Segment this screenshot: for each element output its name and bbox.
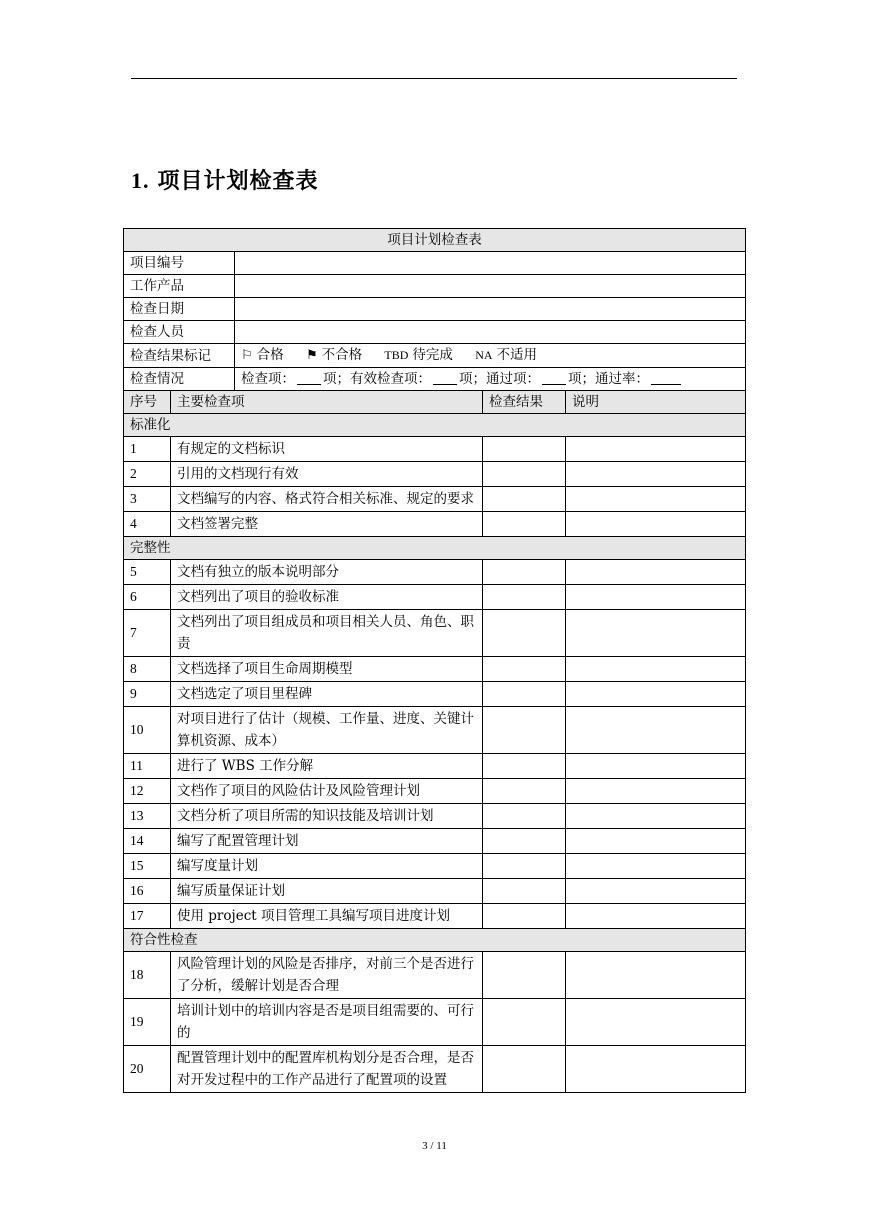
item-number: 20 — [124, 1046, 171, 1093]
check-item: 文档有独立的版本说明部分 — [171, 560, 483, 585]
result-legend-row — [124, 344, 746, 368]
check-item: 引用的文档现行有效 — [171, 462, 483, 487]
info-label: 项目编号 — [124, 252, 235, 275]
column-header: 说明 — [566, 391, 746, 414]
note-cell[interactable] — [566, 560, 746, 585]
group-header-row — [124, 414, 746, 437]
table-row — [124, 585, 746, 610]
table-row — [124, 512, 746, 537]
check-item: 风险管理计划的风险是否排序，对前三个是否进行了分析，缓解计划是否合理 — [171, 952, 483, 999]
check-item: 文档选择了项目生命周期模型 — [171, 657, 483, 682]
item-number: 6 — [124, 585, 171, 610]
check-result-cell[interactable] — [483, 437, 566, 462]
check-result-cell[interactable] — [483, 585, 566, 610]
legend-tbd-symbol: TBD — [384, 348, 409, 362]
note-cell[interactable] — [566, 437, 746, 462]
note-cell[interactable] — [566, 879, 746, 904]
table-row — [124, 682, 746, 707]
check-result-cell[interactable] — [483, 682, 566, 707]
note-cell[interactable] — [566, 487, 746, 512]
result-legend — [235, 344, 746, 368]
item-number: 15 — [124, 854, 171, 879]
table-row — [124, 904, 746, 929]
note-cell[interactable] — [566, 682, 746, 707]
check-item: 文档选定了项目里程碑 — [171, 682, 483, 707]
check-item: 对项目进行了估计（规模、工作量、进度、关键计算机资源、成本） — [171, 707, 483, 754]
check-result-cell[interactable] — [483, 854, 566, 879]
note-cell[interactable] — [566, 999, 746, 1046]
group-name: 符合性检查 — [124, 929, 746, 952]
item-number: 3 — [124, 487, 171, 512]
check-item: 进行了 WBS 工作分解 — [171, 754, 483, 779]
legend-tbd — [384, 347, 453, 363]
section-title: 项目计划检查表 — [157, 168, 319, 194]
item-number: 19 — [124, 999, 171, 1046]
check-result-cell[interactable] — [483, 804, 566, 829]
item-number: 13 — [124, 804, 171, 829]
info-row-checker — [124, 321, 746, 344]
info-value[interactable] — [235, 252, 746, 275]
status-row — [124, 368, 746, 391]
item-number: 11 — [124, 754, 171, 779]
info-value[interactable] — [235, 298, 746, 321]
table-row — [124, 1046, 746, 1093]
legend-na-symbol: NA — [475, 348, 493, 362]
header-rule — [131, 78, 737, 79]
info-label: 工作产品 — [124, 275, 235, 298]
item-number: 4 — [124, 512, 171, 537]
table-row — [124, 779, 746, 804]
check-result-cell[interactable] — [483, 754, 566, 779]
item-number: 18 — [124, 952, 171, 999]
legend-tbd-text: 待完成 — [412, 347, 453, 363]
check-result-cell[interactable] — [483, 829, 566, 854]
check-item: 编写质量保证计划 — [171, 879, 483, 904]
item-number: 10 — [124, 707, 171, 754]
note-cell[interactable] — [566, 462, 746, 487]
check-result-cell[interactable] — [483, 779, 566, 804]
item-number: 1 — [124, 437, 171, 462]
note-cell[interactable] — [566, 1046, 746, 1093]
column-header: 序号 — [124, 391, 171, 414]
info-row-check-date — [124, 298, 746, 321]
info-value[interactable] — [235, 275, 746, 298]
check-result-cell[interactable] — [483, 952, 566, 999]
note-cell[interactable] — [566, 779, 746, 804]
table-row — [124, 657, 746, 682]
table-row — [124, 754, 746, 779]
legend-pass — [241, 347, 284, 363]
check-item: 有规定的文档标识 — [171, 437, 483, 462]
table-row — [124, 707, 746, 754]
status-text: 项；通过率： — [568, 371, 649, 387]
note-cell[interactable] — [566, 804, 746, 829]
check-result-cell[interactable] — [483, 879, 566, 904]
check-item: 文档列出了项目组成员和项目相关人员、角色、职责 — [171, 610, 483, 657]
status-text: 项；有效检查项： — [323, 371, 431, 387]
check-result-cell[interactable] — [483, 657, 566, 682]
legend-na — [475, 347, 537, 363]
item-number: 12 — [124, 779, 171, 804]
table-row — [124, 560, 746, 585]
legend-pass-text: 合格 — [256, 347, 284, 363]
note-cell[interactable] — [566, 952, 746, 999]
info-row-work-product — [124, 275, 746, 298]
legend-na-text: 不适用 — [496, 347, 538, 363]
check-item: 文档编写的内容、格式符合相关标准、规定的要求 — [171, 487, 483, 512]
check-item: 编写了配置管理计划 — [171, 829, 483, 854]
check-result-cell[interactable] — [483, 462, 566, 487]
blank-field[interactable] — [542, 370, 566, 385]
group-header-row — [124, 929, 746, 952]
table-title-row — [124, 229, 746, 252]
item-number: 2 — [124, 462, 171, 487]
table-title: 项目计划检查表 — [124, 229, 746, 252]
hollow-flag-icon: ⚑ — [305, 348, 318, 363]
check-result-cell[interactable] — [483, 560, 566, 585]
table-row — [124, 462, 746, 487]
column-header: 检查结果 — [483, 391, 566, 414]
check-result-cell[interactable] — [483, 610, 566, 657]
check-item: 文档列出了项目的验收标准 — [171, 585, 483, 610]
table-row — [124, 999, 746, 1046]
status-text: 检查项： — [241, 371, 295, 387]
item-number: 16 — [124, 879, 171, 904]
blank-field[interactable] — [651, 370, 681, 385]
item-number: 7 — [124, 610, 171, 657]
check-item: 文档分析了项目所需的知识技能及培训计划 — [171, 804, 483, 829]
info-label: 检查日期 — [124, 298, 235, 321]
page-number: 3 / 11 — [422, 1140, 447, 1152]
info-label: 检查人员 — [124, 321, 235, 344]
check-item: 编写度量计划 — [171, 854, 483, 879]
table-row — [124, 487, 746, 512]
table-row — [124, 829, 746, 854]
note-cell[interactable] — [566, 854, 746, 879]
table-row — [124, 804, 746, 829]
info-value[interactable] — [235, 321, 746, 344]
note-cell[interactable] — [566, 512, 746, 537]
note-cell[interactable] — [566, 829, 746, 854]
column-header-row — [124, 391, 746, 414]
check-item: 使用 project 项目管理工具编写项目进度计划 — [171, 904, 483, 929]
note-cell[interactable] — [566, 657, 746, 682]
item-number: 14 — [124, 829, 171, 854]
note-cell[interactable] — [566, 904, 746, 929]
column-header: 主要检查项 — [171, 391, 483, 414]
table-row — [124, 610, 746, 657]
section-heading — [131, 164, 319, 195]
status-text: 项；通过项： — [459, 371, 540, 387]
item-number: 9 — [124, 682, 171, 707]
table-row — [124, 952, 746, 999]
note-cell[interactable] — [566, 610, 746, 657]
note-cell[interactable] — [566, 707, 746, 754]
group-name: 标准化 — [124, 414, 746, 437]
blank-field[interactable] — [433, 370, 457, 385]
info-row-project-id — [124, 252, 746, 275]
table-row — [124, 879, 746, 904]
check-result-cell[interactable] — [483, 1046, 566, 1093]
item-number: 5 — [124, 560, 171, 585]
check-result-cell[interactable] — [483, 904, 566, 929]
check-item: 配置管理计划中的配置库机构划分是否合理，是否对开发过程中的工作产品进行了配置项的设置 — [171, 1046, 483, 1093]
legend-fail — [306, 347, 362, 363]
result-legend-label: 检查结果标记 — [124, 344, 235, 368]
status-label: 检查情况 — [124, 368, 235, 391]
table-row — [124, 437, 746, 462]
filled-flag-icon: ⚐ — [241, 348, 253, 363]
section-number: 1. — [131, 168, 150, 193]
item-number: 8 — [124, 657, 171, 682]
check-result-cell[interactable] — [483, 512, 566, 537]
check-item: 文档签署完整 — [171, 512, 483, 537]
blank-field[interactable] — [297, 370, 321, 385]
table-row — [124, 854, 746, 879]
note-cell[interactable] — [566, 754, 746, 779]
check-result-cell[interactable] — [483, 999, 566, 1046]
checklist-table — [123, 228, 746, 1093]
status-summary — [235, 368, 746, 391]
check-item: 文档作了项目的风险估计及风险管理计划 — [171, 779, 483, 804]
group-header-row — [124, 537, 746, 560]
check-result-cell[interactable] — [483, 487, 566, 512]
note-cell[interactable] — [566, 585, 746, 610]
legend-fail-text: 不合格 — [321, 347, 363, 363]
item-number: 17 — [124, 904, 171, 929]
check-result-cell[interactable] — [483, 707, 566, 754]
check-item: 培训计划中的培训内容是否是项目组需要的、可行的 — [171, 999, 483, 1046]
group-name: 完整性 — [124, 537, 746, 560]
